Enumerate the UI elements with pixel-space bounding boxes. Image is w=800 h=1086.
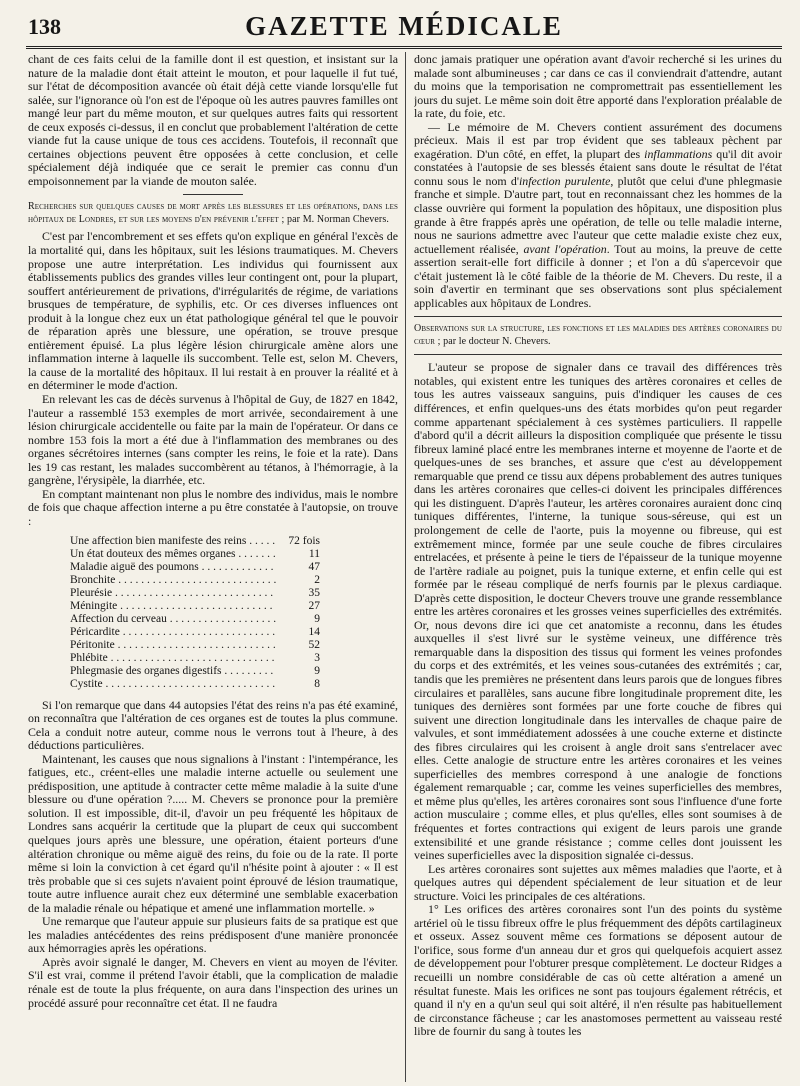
text-run: qu'il dit avoir constatées à l'autopsie de ses blessés étaient sans doute le résultat de l'état connu sous le nom d' (414, 146, 782, 188)
affliction-label: Un état douteux des mêmes organes . . . (70, 548, 276, 561)
section-heading-title: Observations sur la structure, les fonctions et les maladies des artères coronaires du cœur ; (414, 323, 782, 347)
page-number: 138 (28, 14, 61, 39)
article-paragraph: Maintenant, les causes que nous signalions à l'instant : l'intempérance, les fatigues, etc., créent-elles une maladie interne actuelle ou seulement une prédisposition, une aptitude à contracter cette même maladie à la suite d'une blessure ou d'une opération ?..... M. Chevers se prononce pour la première solution. Il est impossible, dit-il, d'avoir un peu fréquenté les hôpitaux de Londres sans acquérir la certitude que la plupart de ceux qui succombent quelques jours après une blessure, une opération, étaient porteurs d'une altération chronique ou même aiguë des reins, du foie ou de la rate. Il porte même si loin la conviction à cet égard qu'il n'hésite point à ajouter : « Il est très probable que si ces sujets n'avaient point éprouvé de lésion traumatique, toute autre influence aurait chez eux déterminé une semblable exacerbation de la maladie rénale ou hépatique et amené une inflammation mortelle. » (28, 751, 398, 915)
page-header (26, 8, 782, 42)
text-run: , plutôt que celui d'une phlegmasie franche et simple. D'autre part, tout en reconnaissant chez les hommes de la classe ouvrière qui forment la population des hôpitaux, une disposition plus grande à être frappés après une opération, de telle ou telle maladie interne, nous ne saurions admettre avec l'auteur que cette maladie existe chez eux, actuellement réalisée, (414, 173, 782, 256)
article-paragraph: En comptant maintenant non plus le nombre des individus, mais le nombre de fois que chaque affection interne a pu être constatée à l'autopsie, on trouve : (28, 486, 398, 528)
separator-rule (183, 194, 243, 195)
affliction-count: 52 (276, 639, 320, 652)
table-row (70, 600, 320, 613)
affliction-count: 47 (276, 561, 320, 574)
affliction-count: 27 (276, 600, 320, 613)
italic-term: avant l'opération (523, 241, 607, 256)
affliction-label: Bronchite . . . (70, 574, 276, 587)
article-paragraph: L'auteur se propose de signaler dans ce travail des différences très notables, qui existent entre les tuniques des artères coronaires et celles de tous les autres vaisseaux sanguins, puis d'indiquer les causes de ces différences, et enfin quelques-uns des états morbides qu'on peut regarder comme appartenant spécialement à ces systèmes particuliers. Il rappelle d'abord qu'il a décrit ailleurs la disposition compliquée que présente le tissu fibreux laminé placé entre les membranes interne et moyenne de l'aorte et de quelques-unes de ses branches, et assure que c'est au développement remarquable que prend ce tissu aux dépens probablement des autres tuniques dans les artères coronaires que celles-ci doivent les principales différences qui les distinguent. D'après l'auteur, les artères coronaires auraient donc cinq tuniques différentes, l'interne, la tunique sous-séreuse, qui est un prolongement de celle de l'aorte, puis la moyenne ou fibreuse, qui est extrêmement mince, formée par une seule couche de fibres circulaires entrelacées, et présente à peine le tiers de l'épaisseur de la tunique moyenne de l'artère radiale au poignet, puis la tunique externe, et enfin celle qui est formée par le réseau compliqué de nerfs fournis par le plexus cardiaque. D'après cette disposition, le docteur Chevers trouve une grande ressemblance entre les artères coronaires et les grosses veines superficielles des extrémités. Or, nous devons dire ici que cet anatomiste a reconnu, dans les études auxquelles il s'est livré sur le système veineux, une différence très remarquable dans la disposition des tissus qui forment les veines profondes du corps et des extrémités, et les veines sous-cutanées des extrémités ; car, tandis que les premières ne présentent dans leurs parois que de longues fibres circulaires et parallèles, sans aucune fibre longitudinale proprement dite, les tuniques des dernières sont formées par une forte couche de fibres qui suivent une direction longitudinale dans les intervalles de chaque paire de valvules, et sont immédiatement adossées à une couche externe et distincte des fibres circulaires qui les croisent à angle droit sans s'entrelacer avec elles. Cette analogie de structure entre les artères coronaires et les veines superficielles des membres correspond à une analogie de fonctions également remarquable ; car, comme les veines superficielles des membres, et même plus qu'elles, les artères coronaires sont sous l'influence d'une forte action musculaire ; comme elles, et plus qu'elles, elles sont soumises à de fréquentes et fortes contractions qui exigent de leurs parois une grande extensibilité et une grande résistance ; comme celles dont jouissent les veines superficielles avec la disposition signalée ci-dessus. (414, 360, 782, 863)
affliction-count: 2 (276, 574, 320, 587)
affliction-count: 3 (276, 652, 320, 665)
text-run: . Tout au moins, la preuve de cette assertion serait-elle fort difficile à donner ; et l'on a dû s'apercevoir que c'était justement là le côté faible de la théorie de M. Chevers. Du reste, il a soin d'avertir en terminant que ses observations sont plus spécialement applicables aux hôpitaux de Londres. (414, 241, 782, 310)
table-row (70, 587, 320, 600)
article-paragraph (414, 121, 782, 311)
left-column (28, 53, 398, 1083)
article-paragraph: En relevant les cas de décès survenus à l'hôpital de Guy, de 1827 en 1842, l'auteur a rassemblé 153 exemples de mort arrivée, secondairement à une lésion chirurgicale accidentelle ou faite par la main de l'opérateur. Or dans ce nombre 153 fois la mort a été due à l'inflammation des membranes ou des organes sécrétoires internes (sans compter les reins, le foie et la rate). Dans les 19 cas restant, les malades succombèrent au tétanos, à l'hémorragie, à la gangrène, l'érysipèle, la diarrhée, etc. (28, 392, 398, 488)
table-row (70, 548, 320, 561)
italic-term: inflammations (644, 146, 713, 161)
article-paragraph: Les artères coronaires sont sujettes aux mêmes maladies que l'aorte, et à quelques autres qui dépendent spécialement de leur situation et de leur structure. Voici les principales de ces altérations. (414, 861, 782, 903)
affliction-count: 72 fois (276, 535, 320, 548)
affliction-table (70, 535, 320, 691)
affliction-label: Cystite . . . (70, 678, 276, 691)
article-paragraph: 1° Les orifices des artères coronaires sont l'un des points du système artériel où le tissu fibreux offre le plus fréquemment des dépôts cartilagineux et osseux. Assez souvent même ces formations se déposent autour de l'orifice, sous forme d'un anneau dur et gros qui quelquefois acquiert assez de développement pour l'obturer presque complètement. Le docteur Ridges a recueilli un nombre considérable de cas où cette altération a amené un résultat funeste. Mais les orifices ne sont pas toujours également rétrécis, et quand il n'y en a qu'un seul qui soit altéré, il n'en résulte pas habituellement de circonstance fâcheuse ; car les anastomoses permettent au vaisseau resté libre de fournir du sang à toutes les (414, 902, 782, 1039)
affliction-label: Affection du cerveau . . . (70, 613, 276, 626)
table-row (70, 678, 320, 691)
page-title: GAZETTE MÉDICALE (245, 11, 563, 41)
table-row (70, 665, 320, 678)
separator-rule (414, 354, 782, 355)
article-paragraph: donc jamais pratiquer une opération avant d'avoir recherché si les urines du malade sont albumineuses ; car dans ce cas il conviendrait d'attendre, autant du moins que la temporisation ne compromettrait pas essentiellement les jours du sujet. Le même soin doit être apporté dans l'exploration préalable de la rate, du foie, etc. (414, 53, 782, 121)
table-row (70, 626, 320, 639)
affliction-count: 35 (276, 587, 320, 600)
section-heading-author: par le docteur N. Chevers. (440, 335, 551, 347)
table-row (70, 639, 320, 652)
table-row (70, 535, 320, 548)
affliction-count: 11 (276, 548, 320, 561)
table-row (70, 574, 320, 587)
header-rule (26, 46, 782, 49)
section-heading-title: Recherches sur quelques causes de mort après les blessures et les opérations, dans les hôpitaux de Londres, et sur les moyens d'en prévenir l'effet ; (28, 201, 398, 225)
section-heading (414, 323, 782, 348)
affliction-count: 9 (276, 665, 320, 678)
article-paragraph: C'est par l'encombrement et ses effets qu'on explique en général l'excès de la mortalité qui, dans les hôpitaux, suit les lésions traumatiques. M. Chevers propose une autre interprétation. Les individus qui fournissent aux établissements publics des grandes villes leur contingent ont, pour la plupart, souffert antérieurement de privations, d'irrégularités de régime, de variations brusques de température, de syphilis, etc. Or ces diverses influences ont produit à la longue chez eux un état pathologique général tel que le pouvoir de réparation après une blessure, une opération, se trouve presque entièrement épuisé. La plus légère lésion chirurgicale amène alors une inflammation interne à laquelle ils succombent. Telle est, selon M. Chevers, la cause de la mortalité des hôpitaux. Il lui restait à en prouver la réalité et à en déterminer le mode d'action. (28, 229, 398, 393)
affliction-label: Pleurésie . . . (70, 587, 276, 600)
article-paragraph: Une remarque que l'auteur appuie sur plusieurs faits de sa pratique est que les maladies antécédentes des reins prédisposent d'une manière prononcée aux hémorragies après les opérations. (28, 914, 398, 956)
article-paragraph: Après avoir signalé le danger, M. Chevers en vient au moyen de l'éviter. S'il est vrai, comme il prétend l'avoir établi, que la complication de maladie rénale est de toute la plus fréquente, on aura dans l'inspection des urines un procédé assuré pour reconnaître cet état. Il ne faudra (28, 954, 398, 1010)
affliction-label: Péricardite . . . (70, 626, 276, 639)
affliction-label: Phlegmasie des organes digestifs . . . (70, 665, 276, 678)
article-paragraph: chant de ces faits celui de la famille dont il est question, et insistant sur la nature de la maladie dont était atteint le mouton, et pour laquelle il fut tué, sur l'état de décomposition avancée où était déjà cette viande lorsqu'elle fut salée, sur l'ignorance où l'on est de l'époque où les autres pauvres familles ont mangé leur part du même mouton, et sur quelques autres faits qui ressortent de ceux exposés ci-dessus, il en conclut que probablement l'altération de cette viande fut la cause unique de tous ces accidens. Toutefois, il reconnaît que certaines objections peuvent être opposées à cette conclusion, et celle spécialement déjà indiquée que ce serait le premier cas connu d'un empoisonnement par la viande de mouton salée. (28, 53, 398, 188)
affliction-count: 8 (276, 678, 320, 691)
table-row (70, 652, 320, 665)
affliction-label: Phlébite . . . (70, 652, 276, 665)
table-row (70, 561, 320, 574)
text-run: — Le mémoire de M. Chevers contient assurément des documens précieux. Mais il est par trop évident que ses tableaux pèchent par exagération. D'un côté, en effet, la plupart des (414, 119, 782, 161)
table-row (70, 613, 320, 626)
italic-term: infection purulente (518, 173, 611, 188)
affliction-label: Méningite . . . (70, 600, 276, 613)
column-divider (405, 52, 406, 1082)
separator-rule (414, 316, 782, 317)
article-paragraph: Si l'on remarque que dans 44 autopsies l'état des reins n'a pas été examiné, on reconnaîtra que l'altération de ces organes est de toutes la plus commune. Cela a conduit notre auteur, comme nous le verrons tout à l'heure, à des déductions particulières. (28, 697, 398, 753)
affliction-count: 9 (276, 613, 320, 626)
affliction-label: Péritonite . . . (70, 639, 276, 652)
section-heading-author: par M. Norman Chevers. (284, 213, 389, 225)
affliction-label: Une affection bien manifeste des reins . . . (70, 535, 276, 548)
right-column (414, 53, 782, 1083)
section-heading (28, 201, 398, 226)
affliction-count: 14 (276, 626, 320, 639)
affliction-label: Maladie aiguë des poumons . . . (70, 561, 276, 574)
